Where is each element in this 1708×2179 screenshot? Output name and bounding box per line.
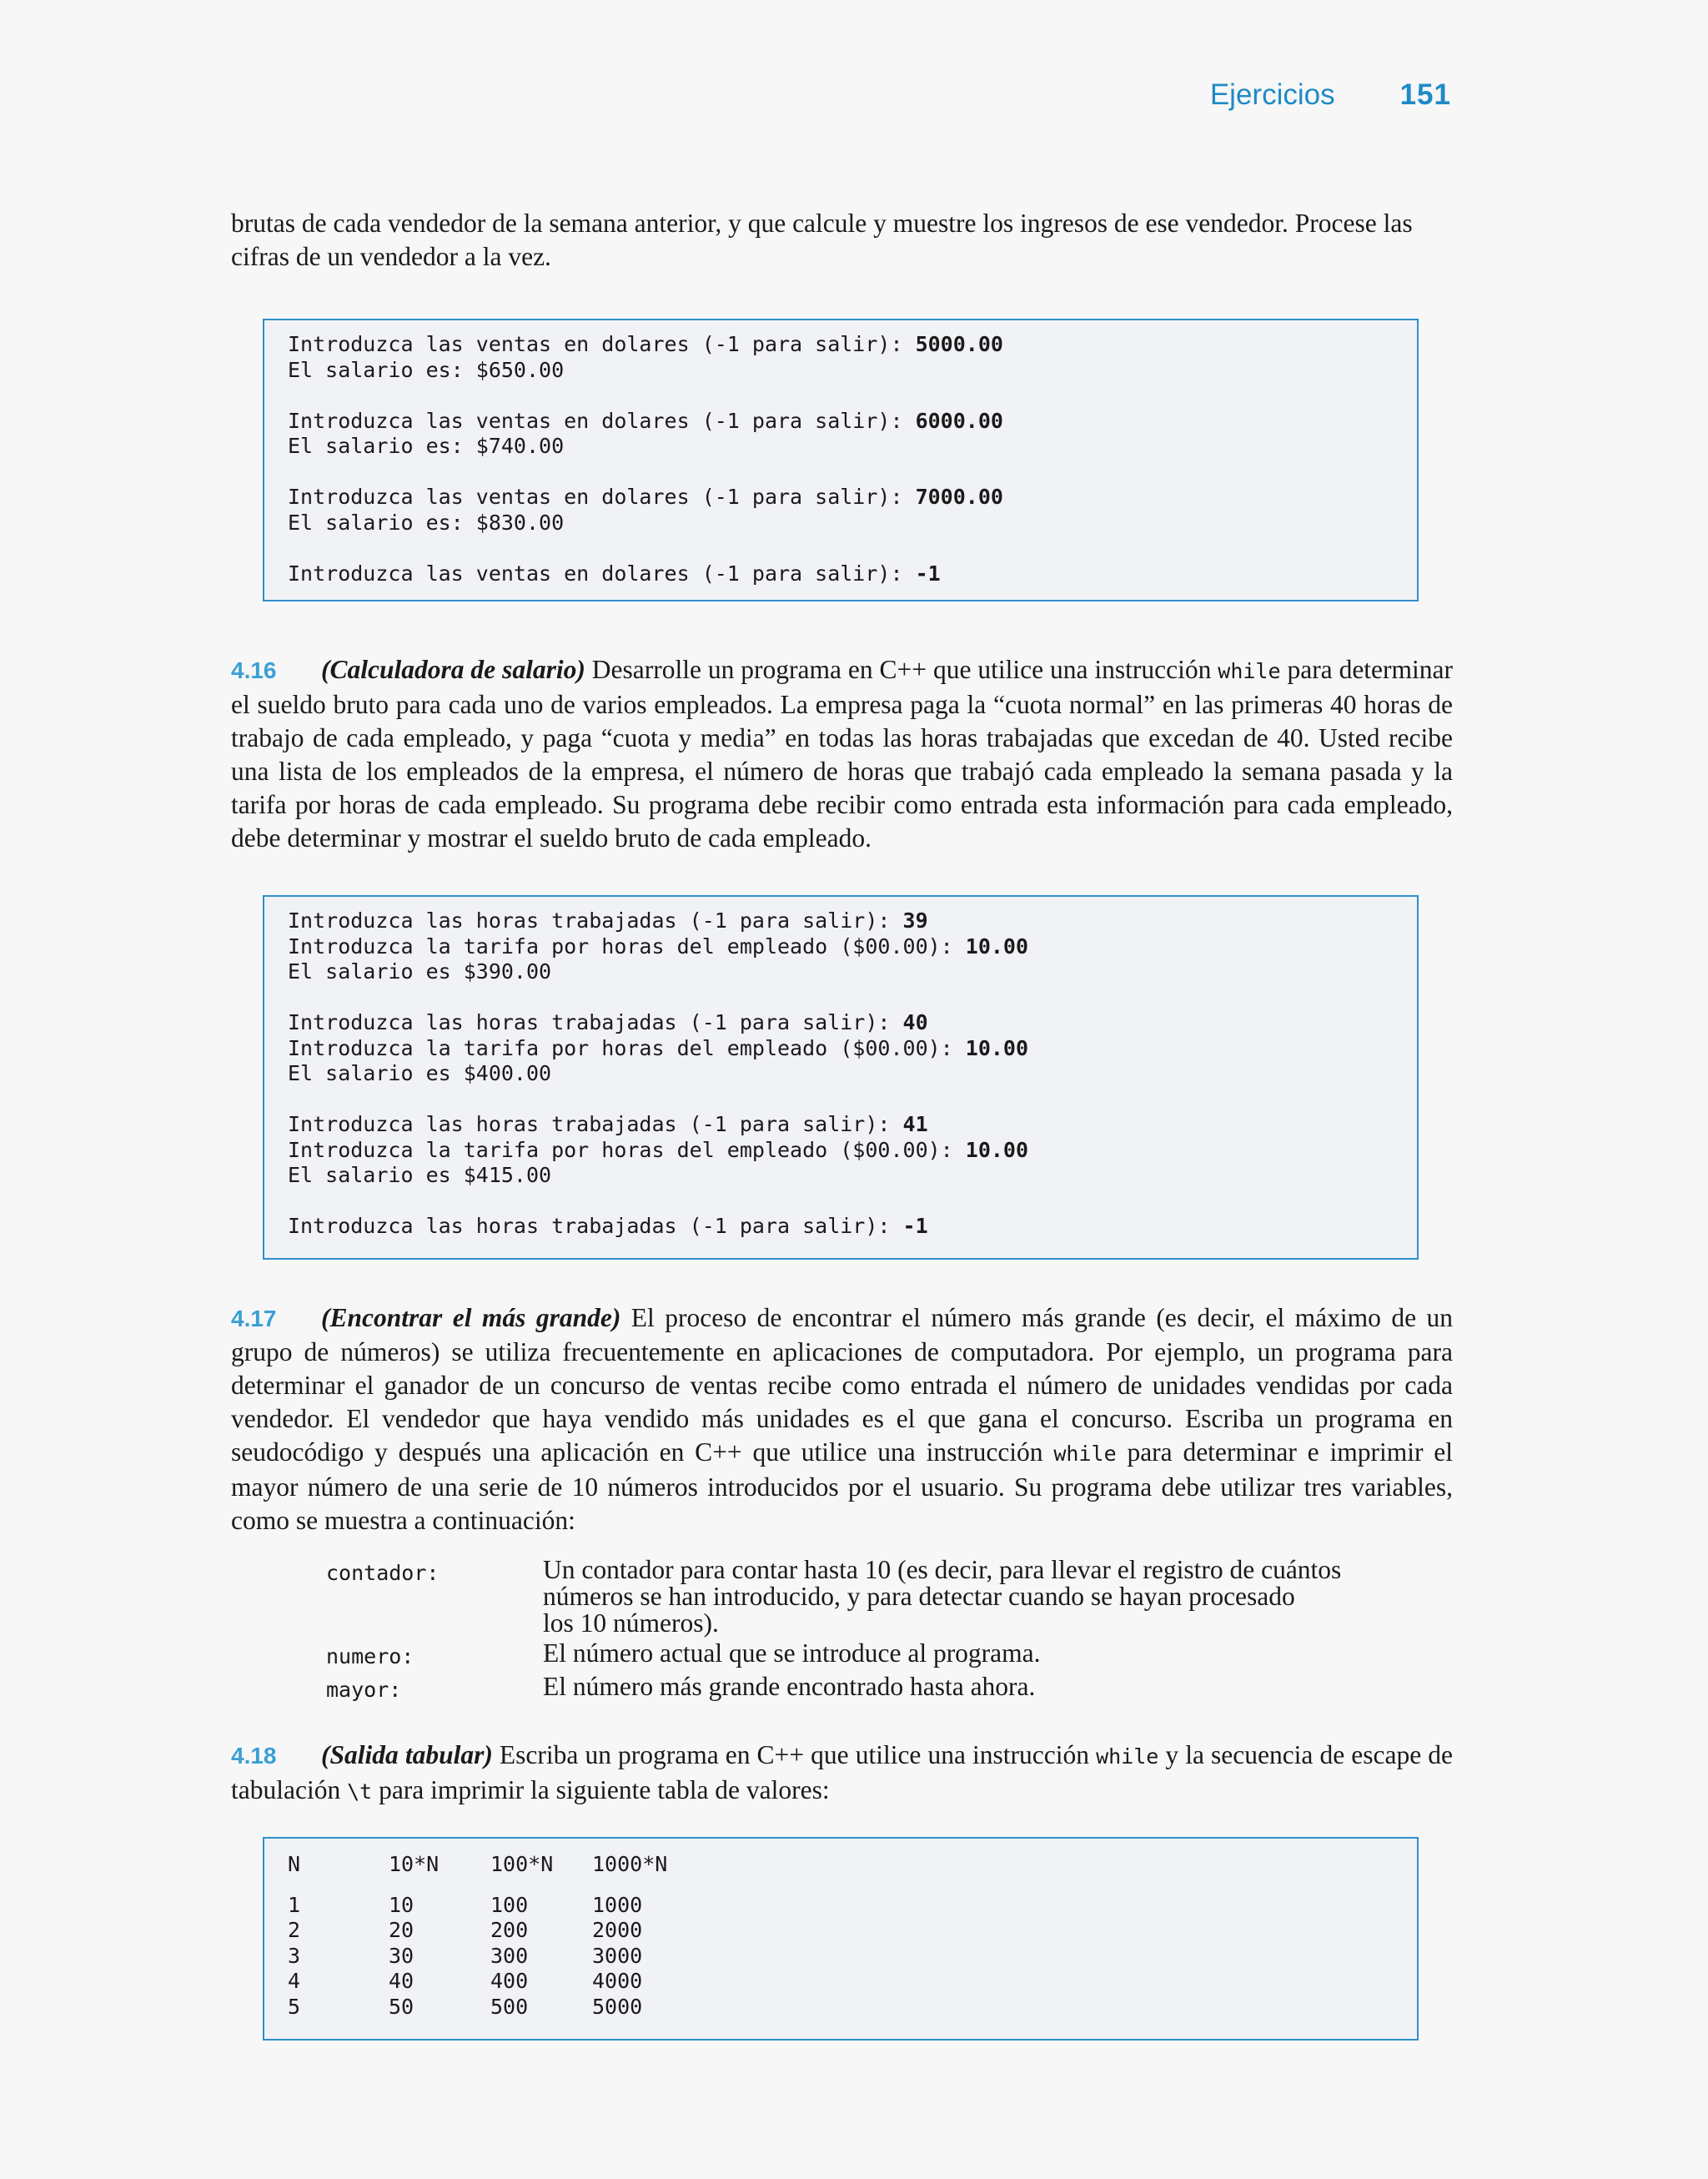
table-cell: 3000 — [592, 1943, 643, 1968]
table-header: 10*N — [389, 1852, 440, 1876]
inline-code: while — [1096, 1744, 1159, 1769]
table-cell: 2000 — [592, 1918, 643, 1942]
exercise-number: 4.16 — [231, 657, 277, 683]
sample-output-box-table — [263, 1837, 1419, 2041]
variable-name: contador: — [326, 1561, 440, 1585]
intro-paragraph — [231, 207, 1453, 274]
table-row — [288, 1918, 667, 1944]
table-header: N — [288, 1852, 301, 1876]
page-number: 151 — [1399, 78, 1451, 111]
values-table — [288, 1852, 667, 2020]
table-header: 100*N — [490, 1852, 554, 1876]
exercise-4-17: 4.17 (Encontrar el más grande) El proceso de encontrar el número más grande (es decir, el máximo de un grupo de números) se utiliza frecuentemente en aplicaciones de computadora. Por ejemplo, un programa para determinar el ganador de un concurso de ventas recibe como entrada el número de unidades vendidas por cada vendedor. El vendedor que haya vendido más unidades es el que gana el concurso. Escriba un programa en seudocódigo y después una aplicación en C++ que utilice una instrucción while para determinar e imprimir el mayor número de una serie de 10 números introducidos por el usuario. Su programa debe utilizar tres variables, como se muestra a continuación: — [231, 1303, 1454, 1535]
output-line: Introduzca la tarifa por horas del empleado ($00.00): 10.00 — [288, 933, 1029, 959]
table-cell: 20 — [389, 1918, 414, 1942]
variable-row — [326, 1673, 1410, 1703]
output-line: Introduzca las ventas en dolares (-1 para salir): 5000.00 — [288, 332, 1003, 356]
variable-name: numero: — [326, 1644, 414, 1668]
variable-row — [326, 1640, 1410, 1670]
table-cell: 100 — [490, 1892, 529, 1917]
table-cell: 50 — [389, 1994, 414, 2019]
table-header-row — [288, 1852, 667, 1878]
output-line: Introduzca las horas trabajadas (-1 para salir): 39 — [288, 908, 928, 933]
output-line: El salario es: $740.00 — [288, 434, 565, 458]
output-line: El salario es: $650.00 — [288, 357, 565, 382]
exercise-title: (Calculadora de salario) — [321, 655, 585, 684]
table-header: 1000*N — [592, 1852, 668, 1876]
table-cell: 200 — [490, 1918, 529, 1942]
output-line: Introduzca las horas trabajadas (-1 para salir): 41 — [288, 1112, 928, 1136]
table-cell: 1000 — [592, 1892, 643, 1917]
section-title: Ejercicios — [1209, 78, 1335, 111]
exercise-title: (Salida tabular) — [321, 1740, 493, 1769]
exercise-title: (Encontrar el más grande) — [321, 1303, 621, 1332]
sample-output-box-wages — [263, 895, 1419, 1260]
output-line: El salario es $415.00 — [288, 1163, 552, 1187]
output-line: Introduzca la tarifa por horas del empleado ($00.00): 10.00 — [288, 1137, 1029, 1162]
table-cell: 3 — [288, 1943, 301, 1968]
inline-code: while — [1053, 1442, 1117, 1466]
variable-name: mayor: — [326, 1678, 402, 1702]
table-cell: 10 — [389, 1892, 414, 1917]
output-line: Introduzca las horas trabajadas (-1 para salir): 40 — [288, 1010, 928, 1034]
intro-line: brutas de cada vendedor de la semana anterior, y que calcule y muestre los ingresos de ese vendedor. Procese las — [231, 209, 1413, 238]
exercise-number: 4.17 — [231, 1306, 277, 1331]
variable-description: El número más grande encontrado hasta ahora. — [543, 1672, 1036, 1701]
output-line: El salario es $390.00 — [288, 959, 552, 984]
table-cell: 4 — [288, 1969, 301, 1993]
variable-description: Un contador para contar hasta 10 (es decir, para llevar el registro de cuántos números se han introducido, y para detectar cuando se hayan procesado los 10 números). — [543, 1555, 1342, 1638]
table-row — [288, 1944, 667, 1970]
output-line: Introduzca las ventas en dolares (-1 para salir): -1 — [288, 561, 941, 586]
table-cell: 2 — [288, 1918, 301, 1942]
table-cell: 30 — [389, 1943, 414, 1968]
output-line: Introduzca la tarifa por horas del empleado ($00.00): 10.00 — [288, 1035, 1029, 1060]
table-cell: 5000 — [592, 1994, 643, 2019]
table-cell: 300 — [490, 1943, 529, 1968]
table-cell: 400 — [490, 1969, 529, 1993]
variables-list — [326, 1557, 1410, 1703]
inline-code: \t — [347, 1779, 373, 1804]
table-cell: 500 — [490, 1994, 529, 2019]
table-cell: 1 — [288, 1892, 301, 1917]
exercise-4-18: 4.18 (Salida tabular) Escriba un programa en C++ que utilice una instrucción while y la secuencia de escape de tabulación \t para imprimir la siguiente tabla de valores: — [231, 1740, 1453, 1804]
table-row — [288, 1969, 667, 1995]
page-header — [1210, 78, 1451, 112]
output-line: Introduzca las horas trabajadas (-1 para salir): -1 — [288, 1214, 928, 1238]
table-cell: 40 — [389, 1969, 414, 1993]
output-line: Introduzca las ventas en dolares (-1 para salir): 6000.00 — [288, 408, 1003, 433]
intro-line: cifras de un vendedor a la vez. — [231, 242, 551, 271]
table-row — [288, 1995, 667, 2020]
output-line: El salario es $400.00 — [288, 1061, 552, 1085]
variable-row — [326, 1557, 1410, 1637]
exercise-number: 4.18 — [231, 1743, 277, 1769]
table-cell: 5 — [288, 1994, 301, 2019]
sample-output-box-sales — [263, 319, 1419, 601]
table-cell: 4000 — [592, 1969, 643, 1993]
table-row — [288, 1893, 667, 1919]
output-line: Introduzca las ventas en dolares (-1 para salir): 7000.00 — [288, 485, 1003, 509]
output-line: El salario es: $830.00 — [288, 510, 565, 535]
exercise-4-16: 4.16 (Calculadora de salario) Desarrolle un programa en C++ que utilice una instrucción while para determinar el sueldo bruto para cada uno de varios empleados. La empresa paga la “cuota normal” en las primeras 40 horas de trabajo de cada empleado, y paga “cuota y media” en todas las horas trabajadas que excedan de 40. Usted recibe una lista de los empleados de la empresa, el número de horas que trabajó cada empleado la semana pasada y la tarifa por horas de cada empleado. Su programa debe recibir como entrada esta información para cada empleado, debe determinar y mostrar el sueldo bruto de cada empleado. — [231, 655, 1454, 853]
variable-description: El número actual que se introduce al programa. — [543, 1638, 1041, 1668]
inline-code: while — [1218, 659, 1281, 683]
